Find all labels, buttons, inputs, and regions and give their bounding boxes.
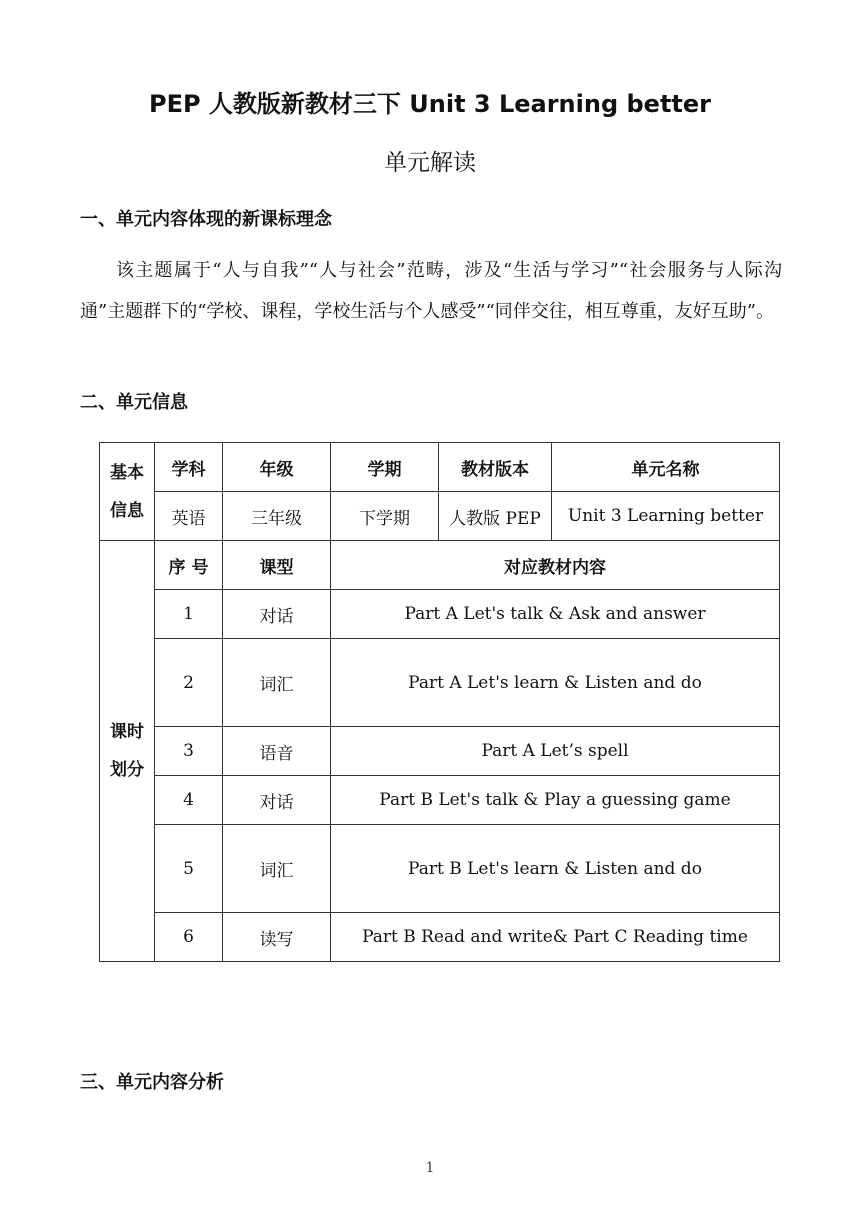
table-row [100,776,780,825]
section-heading-1: 一、单元内容体现的新课标理念 [80,209,332,230]
lesson-number: 3 [155,727,223,776]
table-row [100,443,780,492]
lesson-number: 1 [155,590,223,639]
header-content: 对应教材内容 [331,541,780,590]
lesson-type: 词汇 [223,825,331,913]
value-edition: 人教版 PEP [439,492,552,541]
basic-info-label: 基本信息 [100,443,155,541]
table-row [100,727,780,776]
lesson-type: 对话 [223,590,331,639]
section-heading-3: 三、单元内容分析 [80,1072,224,1093]
lesson-content: Part B Let's talk & Play a guessing game [331,776,780,825]
lesson-division-label: 课时划分 [100,541,155,962]
lesson-type: 语音 [223,727,331,776]
lesson-content: Part A Let's learn & Listen and do [331,639,780,727]
lesson-content: Part A Let’s spell [331,727,780,776]
unit-info-table [99,442,780,962]
value-term: 下学期 [331,492,439,541]
lesson-type: 词汇 [223,639,331,727]
table-row [100,825,780,913]
lesson-type: 读写 [223,913,331,962]
table-row [100,492,780,541]
value-subject: 英语 [155,492,223,541]
table-row [100,541,780,590]
value-grade: 三年级 [223,492,331,541]
header-edition: 教材版本 [439,443,552,492]
header-grade: 年级 [223,443,331,492]
page-number: 1 [425,1160,435,1176]
header-unit-name: 单元名称 [552,443,780,492]
header-number: 序 号 [155,541,223,590]
header-term: 学期 [331,443,439,492]
document-title: PEP 人教版新教材三下 Unit 3 Learning better [148,90,712,118]
value-unit-name: Unit 3 Learning better [552,492,780,541]
lesson-type: 对话 [223,776,331,825]
lesson-number: 6 [155,913,223,962]
lesson-content: Part B Let's learn & Listen and do [331,825,780,913]
lesson-number: 5 [155,825,223,913]
header-subject: 学科 [155,443,223,492]
document-subtitle: 单元解读 [384,150,476,176]
section-heading-2: 二、单元信息 [80,392,188,413]
table-row [100,913,780,962]
lesson-content: Part A Let's talk & Ask and answer [331,590,780,639]
section-1-paragraph: 该主题属于“人与自我”“人与社会”范畴，涉及“生活与学习”“社会服务与人际沟通”主题群下的“学校、课程，学校生活与个人感受”“同伴交往，相互尊重，友好互助”。 [80,260,782,322]
table-row [100,590,780,639]
lesson-content: Part B Read and write& Part C Reading time [331,913,780,962]
table-row [100,639,780,727]
lesson-number: 2 [155,639,223,727]
lesson-number: 4 [155,776,223,825]
header-lesson-type: 课型 [223,541,331,590]
